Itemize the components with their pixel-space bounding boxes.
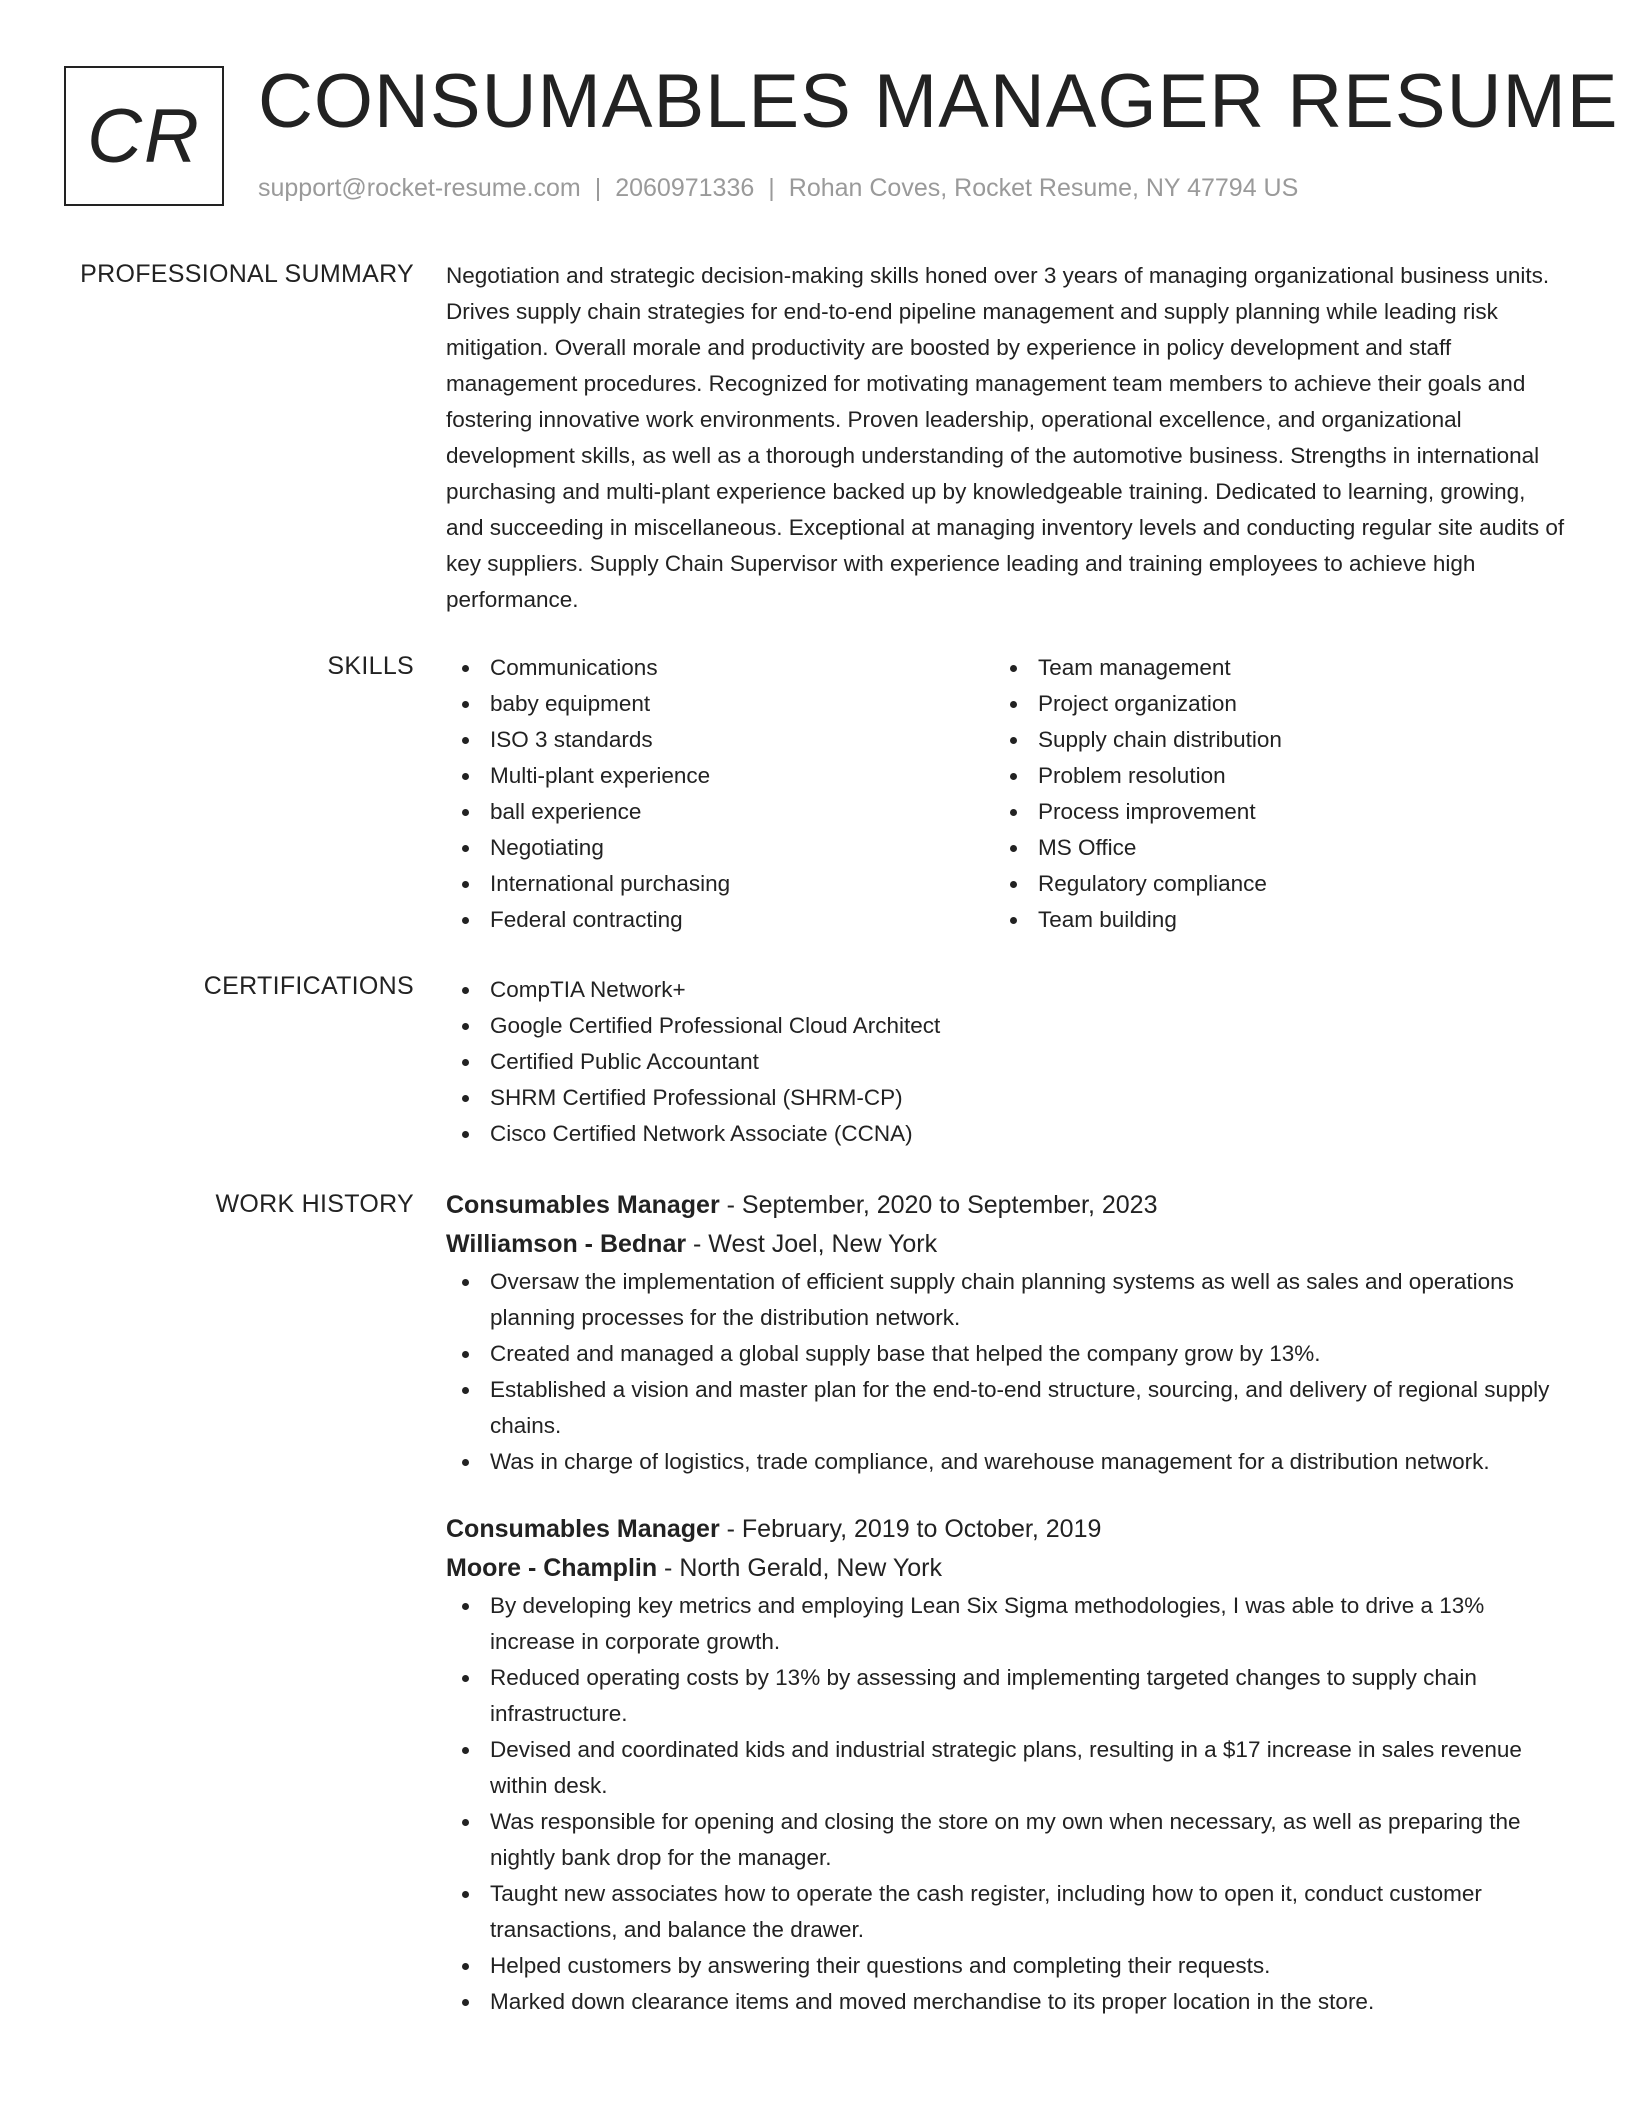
resume-title: CONSUMABLES MANAGER RESUME (258, 59, 1619, 144)
skill-item: Process improvement (994, 794, 1542, 830)
job-bullet: Was in charge of logistics, trade compliance, and warehouse management for a distribution network. (446, 1444, 1566, 1480)
job-entry (446, 1186, 1566, 1480)
job-bullet: By developing key metrics and employing Lean Six Sigma methodologies, I was able to drive a 13% increase in corporate growth. (446, 1588, 1566, 1660)
summary-body (446, 258, 1566, 618)
certification-item: Google Certified Professional Cloud Architect (446, 1008, 1566, 1044)
job-bullet: Helped customers by answering their questions and completing their requests. (446, 1948, 1566, 1984)
skill-item: International purchasing (446, 866, 994, 902)
job-bullets (446, 1264, 1566, 1480)
certification-item: Certified Public Accountant (446, 1044, 1566, 1080)
job-company: Moore - Champlin (446, 1554, 658, 1582)
monogram-logo: CR (64, 66, 224, 206)
job-company-line (446, 1225, 1566, 1264)
certification-item: CompTIA Network+ (446, 972, 1566, 1008)
certification-item: SHRM Certified Professional (SHRM-CP) (446, 1080, 1566, 1116)
job-entry (446, 1510, 1566, 2020)
job-bullet: Marked down clearance items and moved merchandise to its proper location in the store. (446, 1984, 1566, 2020)
job-location: - West Joel, New York (686, 1230, 938, 1258)
certifications-heading: CERTIFICATIONS (203, 972, 414, 1000)
skills-body (446, 650, 1566, 938)
skill-item: Project organization (994, 686, 1542, 722)
skill-item: Supply chain distribution (994, 722, 1542, 758)
work-heading: WORK HISTORY (215, 1190, 414, 1218)
contact-separator: | (594, 174, 602, 202)
contact-separator: | (768, 174, 775, 202)
skill-item: Problem resolution (994, 758, 1542, 794)
job-bullet: Taught new associates how to operate the cash register, including how to open it, conduct customer transactions, and balance the drawer. (446, 1876, 1566, 1948)
summary-text: Negotiation and strategic decision-making skills honed over 3 years of managing organizational business units. Drives supply chain strategies for end-to-end pipeline management and supply planning while leading risk mitigation. Overall morale and productivity are boosted by experience in policy development and staff management procedures. Recognized for motivating management team members to achieve their goals and fostering innovative work environments. Proven leadership, operational excellence, and organizational development skills, as well as a thorough understanding of the automotive business. Strengths in international purchasing and multi-plant experience backed up by knowledgeable training. Dedicated to learning, growing, and succeeding in miscellaneous. Exceptional at managing inventory levels and conducting regular site audits of key suppliers. Supply Chain Supervisor with experience leading and training employees to achieve high performance. (446, 263, 1565, 612)
job-dates: - February, 2019 to October, 2019 (719, 1515, 1102, 1543)
skill-item: Team building (994, 902, 1542, 938)
skill-item: Communications (446, 650, 994, 686)
job-company-line (446, 1549, 1566, 1588)
job-bullet: Created and managed a global supply base that helped the company grow by 13%. (446, 1336, 1566, 1372)
contact-phone[interactable]: 2060971336 (615, 174, 755, 202)
contact-line (258, 174, 1298, 203)
skill-item: baby equipment (446, 686, 994, 722)
job-bullet: Devised and coordinated kids and industrial strategic plans, resulting in a $17 increase in sales revenue within desk. (446, 1732, 1566, 1804)
summary-heading: PROFESSIONAL SUMMARY (80, 260, 414, 288)
job-bullet: Was responsible for opening and closing the store on my own when necessary, as well as preparing the nightly bank drop for the manager. (446, 1804, 1566, 1876)
job-title-line (446, 1510, 1566, 1549)
certification-item: Cisco Certified Network Associate (CCNA) (446, 1116, 1566, 1152)
skill-item: ISO 3 standards (446, 722, 994, 758)
work-body (446, 1186, 1566, 2020)
job-location: - North Gerald, New York (657, 1554, 942, 1582)
job-title: Consumables Manager (446, 1515, 720, 1543)
skills-list-right (994, 650, 1542, 938)
contact-email[interactable]: support@rocket-resume.com (258, 174, 581, 202)
skill-item: Regulatory compliance (994, 866, 1542, 902)
job-bullet: Established a vision and master plan for the end-to-end structure, sourcing, and delivery of regional supply chains. (446, 1372, 1566, 1444)
contact-address: Rohan Coves, Rocket Resume, NY 47794 US (788, 174, 1299, 202)
certifications-list (446, 972, 1566, 1152)
job-dates: - September, 2020 to September, 2023 (719, 1191, 1158, 1219)
skill-item: Negotiating (446, 830, 994, 866)
skill-item: ball experience (446, 794, 994, 830)
job-bullets (446, 1588, 1566, 2020)
certifications-body (446, 972, 1566, 1152)
job-title: Consumables Manager (446, 1191, 720, 1219)
job-bullet: Oversaw the implementation of efficient supply chain planning systems as well as sales and operations planning processes for the distribution network. (446, 1264, 1566, 1336)
skill-item: Team management (994, 650, 1542, 686)
skills-heading: SKILLS (327, 652, 414, 680)
job-title-line (446, 1186, 1566, 1225)
skill-item: Federal contracting (446, 902, 994, 938)
skill-item: Multi-plant experience (446, 758, 994, 794)
job-company: Williamson - Bednar (446, 1230, 687, 1258)
skill-item: MS Office (994, 830, 1542, 866)
skills-list-left (446, 650, 994, 938)
job-bullet: Reduced operating costs by 13% by assessing and implementing targeted changes to supply chain infrastructure. (446, 1660, 1566, 1732)
